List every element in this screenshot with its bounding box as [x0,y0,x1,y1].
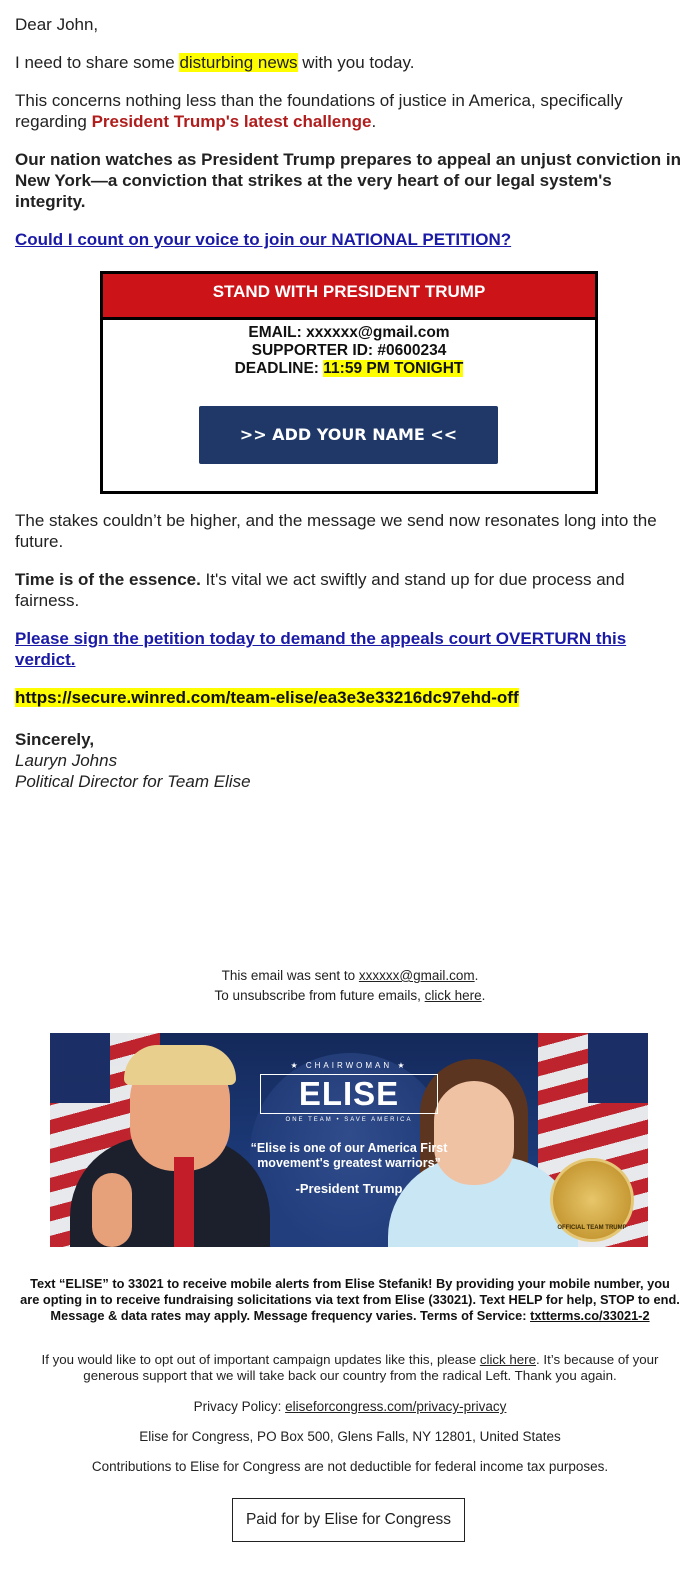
elise-banner-image[interactable] [50,1033,648,1247]
optout-text: If you would like to opt out of important campaign updates like this, please [41,1352,480,1367]
email-footer [0,966,700,1006]
sent-to-line [0,966,700,986]
add-your-name-button[interactable]: >> ADD YOUR NAME << [199,406,498,464]
paragraph-conviction: Our nation watches as President Trump prepares to appeal an unjust conviction in New York—a conviction that strikes at the very heart of our legal system's integrity. [15,150,681,211]
petition-info [103,324,595,378]
winred-url-link[interactable]: https://secure.winred.com/team-elise/ea3e3e33216dc97ehd-off [15,688,519,707]
quote-attribution: -President Trump [295,1181,403,1196]
trump-hair [124,1045,236,1085]
signer-name: Lauryn Johns [15,751,118,770]
sent-to-end: . [474,968,479,983]
sign-petition-link[interactable]: Please sign the petition today to demand the appeals court OVERTURN this verdict. [15,629,627,669]
time-text: It's vital we act swiftly and stand up for due process and fairness. [15,570,625,610]
justice-text-end: . [371,112,377,131]
thumbs-up-hand [92,1173,132,1247]
closing: Sincerely, [15,730,95,749]
banner-quote [248,1141,450,1197]
optout-paragraph [0,1352,700,1384]
official-team-trump-seal: OFFICIAL TEAM TRUMP [550,1158,634,1242]
national-petition-link[interactable]: Could I count on your voice to join our NATIONAL PETITION? [15,230,512,249]
deadline-value: 11:59 PM TONIGHT [323,360,464,377]
unsubscribe-end: . [481,988,486,1003]
intro-text-end: with you today. [297,53,415,72]
petition-header: STAND WITH PRESIDENT TRUMP [103,274,595,320]
tax-disclaimer: Contributions to Elise for Congress are not deductible for federal income tax purposes. [91,1459,609,1474]
unsubscribe-text: To unsubscribe from future emails, [214,988,425,1003]
elise-logo [260,1061,438,1123]
signer-title: Political Director for Team Elise [15,772,251,791]
paragraph-time [15,569,685,611]
mailing-address: Elise for Congress, PO Box 500, Glens Falls, NY 12801, United States [139,1429,561,1444]
paragraph-stakes: The stakes couldn’t be higher, and the message we send now resonates long into the future. [15,511,657,551]
sms-disclaimer [20,1276,680,1324]
privacy-policy-link[interactable]: eliseforcongress.com/privacy-privacy [285,1399,507,1414]
time-emphasis: Time is of the essence. [15,570,201,589]
unsubscribe-line [0,986,700,1006]
paragraph-intro [15,52,685,73]
sent-to-text: This email was sent to [221,968,359,983]
intro-text: I need to share some [15,53,180,72]
optout-link[interactable]: click here [479,1352,537,1367]
logo-name: ELISE [260,1074,438,1114]
letter-body [15,14,685,267]
red-emphasis: President Trump's latest challenge [91,112,372,131]
petition-deadline [103,360,595,378]
privacy-line [0,1397,700,1417]
terms-link[interactable]: txtterms.co/33021-2 [530,1308,650,1323]
petition-email: EMAIL: xxxxxx@gmail.com [248,324,450,341]
quote-text: “Elise is one of our America First movement's greatest warriors” [250,1141,448,1170]
privacy-label: Privacy Policy: [193,1399,286,1414]
trump-tie [174,1157,194,1247]
greeting: Dear John, [15,15,99,34]
petition-box [100,271,598,494]
sent-to-email-link[interactable]: xxxxxx@gmail.com [358,968,475,983]
paid-for-by-box: Paid for by Elise for Congress [232,1498,465,1542]
sms-disclaimer-text: Text “ELISE” to 33021 to receive mobile alerts from Elise Stefanik! By providing your mobile number, you are opting in to receive fundraising solicitations via text from Elise (33021). Text HELP for help, STOP to end. Message & data rates may apply. Message frequency varies. Terms of Service: [20,1276,680,1323]
paragraph-justice [15,90,685,132]
signature-block [15,729,251,792]
logo-tagline: ONE TEAM • SAVE AMERICA [285,1117,413,1123]
petition-supporter-id: SUPPORTER ID: #0600234 [251,342,447,359]
unsubscribe-link[interactable]: click here [424,988,482,1003]
optout-text-end: . It’s because of your generous support that we will take back our country from the radical Left. Thank you again. [83,1352,659,1383]
justice-text: This concerns nothing less than the foundations of justice in America, specifically regarding [15,91,623,131]
letter-body-continued [15,510,685,725]
logo-chairwoman: ★ CHAIRWOMAN ★ [290,1061,408,1070]
deadline-label: DEADLINE: [234,360,324,377]
highlight-disturbing-news: disturbing news [179,53,298,72]
